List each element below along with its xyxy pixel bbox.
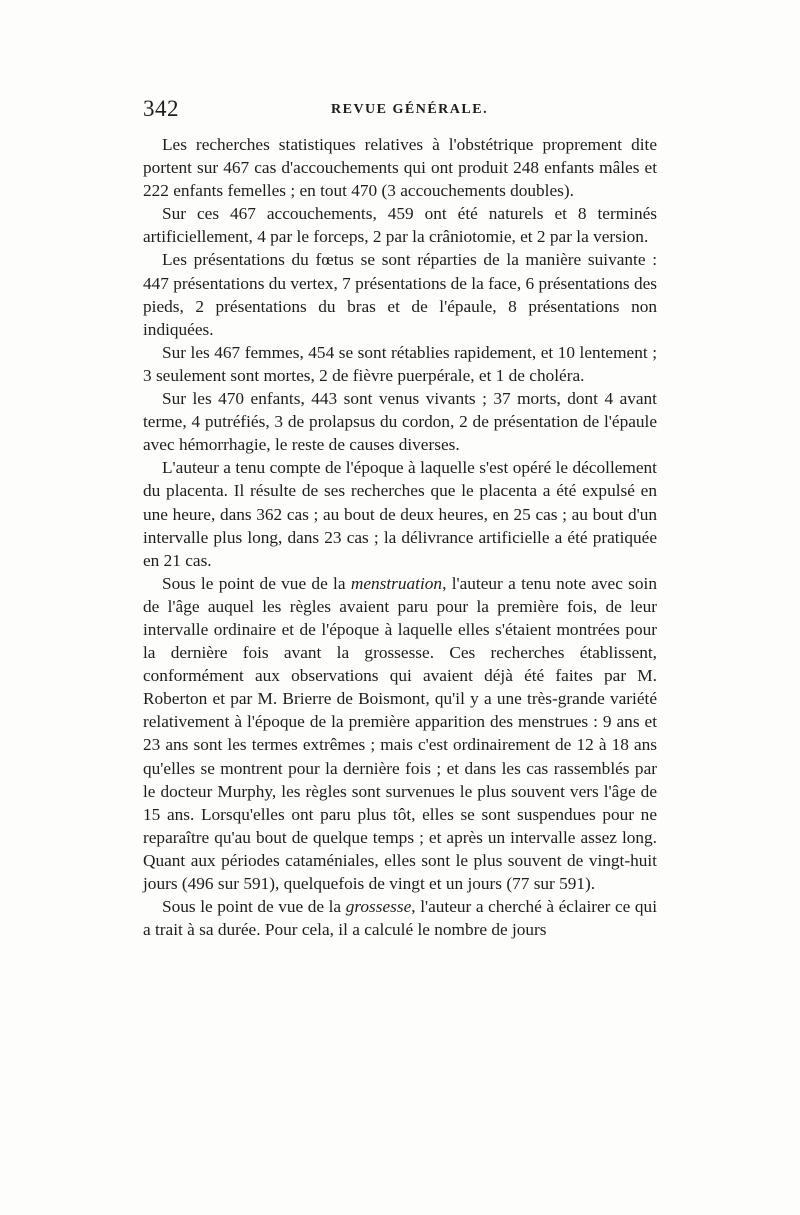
paragraph-presentations: Les présentations du fœtus se sont réparties de la manière suivante : 447 présentations du vertex, 7 présentations de la face, 6 présentations des pieds, 2 présentations du bras et de l'épaule, 8 présentations non indiquées. <box>143 250 657 339</box>
paragraph-pregnancy <box>143 895 657 941</box>
paragraph-placenta: L'auteur a tenu compte de l'époque à laquelle s'est opéré le décollement du placenta. Il résulte de ses recherches que le placenta a été expulsé en une heure, dans 362 cas ; au bout de deux heures, en 25 cas ; au bout d'un intervalle plus long, dans 23 cas ; la délivrance artificielle a été pratiquée en 21 cas. <box>143 458 657 570</box>
body-text <box>143 133 657 941</box>
paragraph-deliveries: Sur ces 467 accouchements, 459 ont été naturels et 8 terminés artificiellement, 4 par le forceps, 2 par la crâniotomie, et 2 par la version. <box>143 204 657 247</box>
paragraph-pregnancy-rest: , l'auteur a cherché à éclairer ce qui a trait à sa durée. Pour cela, il a calculé le nombre de jours <box>143 897 657 940</box>
paragraph-infants: Sur les 470 enfants, 443 sont venus vivants ; 37 morts, dont 4 avant terme, 4 putréfiés, 3 de prolapsus du cordon, 2 de présentation de l'épaule avec hémorrhagie, le reste de causes diverses. <box>143 389 657 455</box>
paragraph-menstruation <box>143 572 657 895</box>
page-number: 342 <box>143 96 179 121</box>
term-grossesse: grossesse <box>345 897 412 917</box>
paragraph-mothers: Sur les 467 femmes, 454 se sont rétablies rapidement, et 10 lentement ; 3 seulement sont mortes, 2 de fièvre puerpérale, et 1 de choléra. <box>143 342 657 385</box>
page-header <box>143 96 657 126</box>
term-menstruation: menstruation <box>350 573 443 593</box>
paragraph-statistics: Les recherches statistiques relatives à l'obstétrique proprement dite portent sur 467 cas d'accouchements qui ont produit 248 enfants mâles et 222 enfants femelles ; en tout 470 (3 accouchements doubles). <box>143 135 657 201</box>
paragraph-menstruation-rest: , l'auteur a tenu note avec soin de l'âge auquel les règles avaient paru pour la première fois, de leur intervalle ordinaire et de l'époque à laquelle elles s'étaient montrées pour la dernière fois avant la grossesse. Ces recherches établissent, conformément aux observations qui avaient déjà été faites par M. Roberton et par M. Brierre de Boismont, qu'il y a une très-grande variété relativement à l'époque de la première apparition des menstrues : 9 ans et 23 ans sont les termes extrêmes ; mais c'est ordinairement de 12 à 18 ans qu'elles se montrent pour la dernière fois ; et dans les cas rassemblés par le docteur Murphy, les règles sont survenues le plus souvent vers l'âge de 15 ans. Lorsqu'elles ont paru plus tôt, elles se sont suspendues pour ne reparaître qu'au bout de quelque temps ; et après un intervalle assez long. Quant aux périodes cataméniales, elles sont le plus souvent de vingt-huit jours (496 sur 591), quelquefois de vingt et un jours (77 sur 591). <box>143 573 657 893</box>
running-head: REVUE GÉNÉRALE. <box>331 102 489 117</box>
paragraph-pregnancy-start: Sous le point de vue de la <box>162 897 346 917</box>
paragraph-menstruation-start: Sous le point de vue de la <box>162 573 351 593</box>
